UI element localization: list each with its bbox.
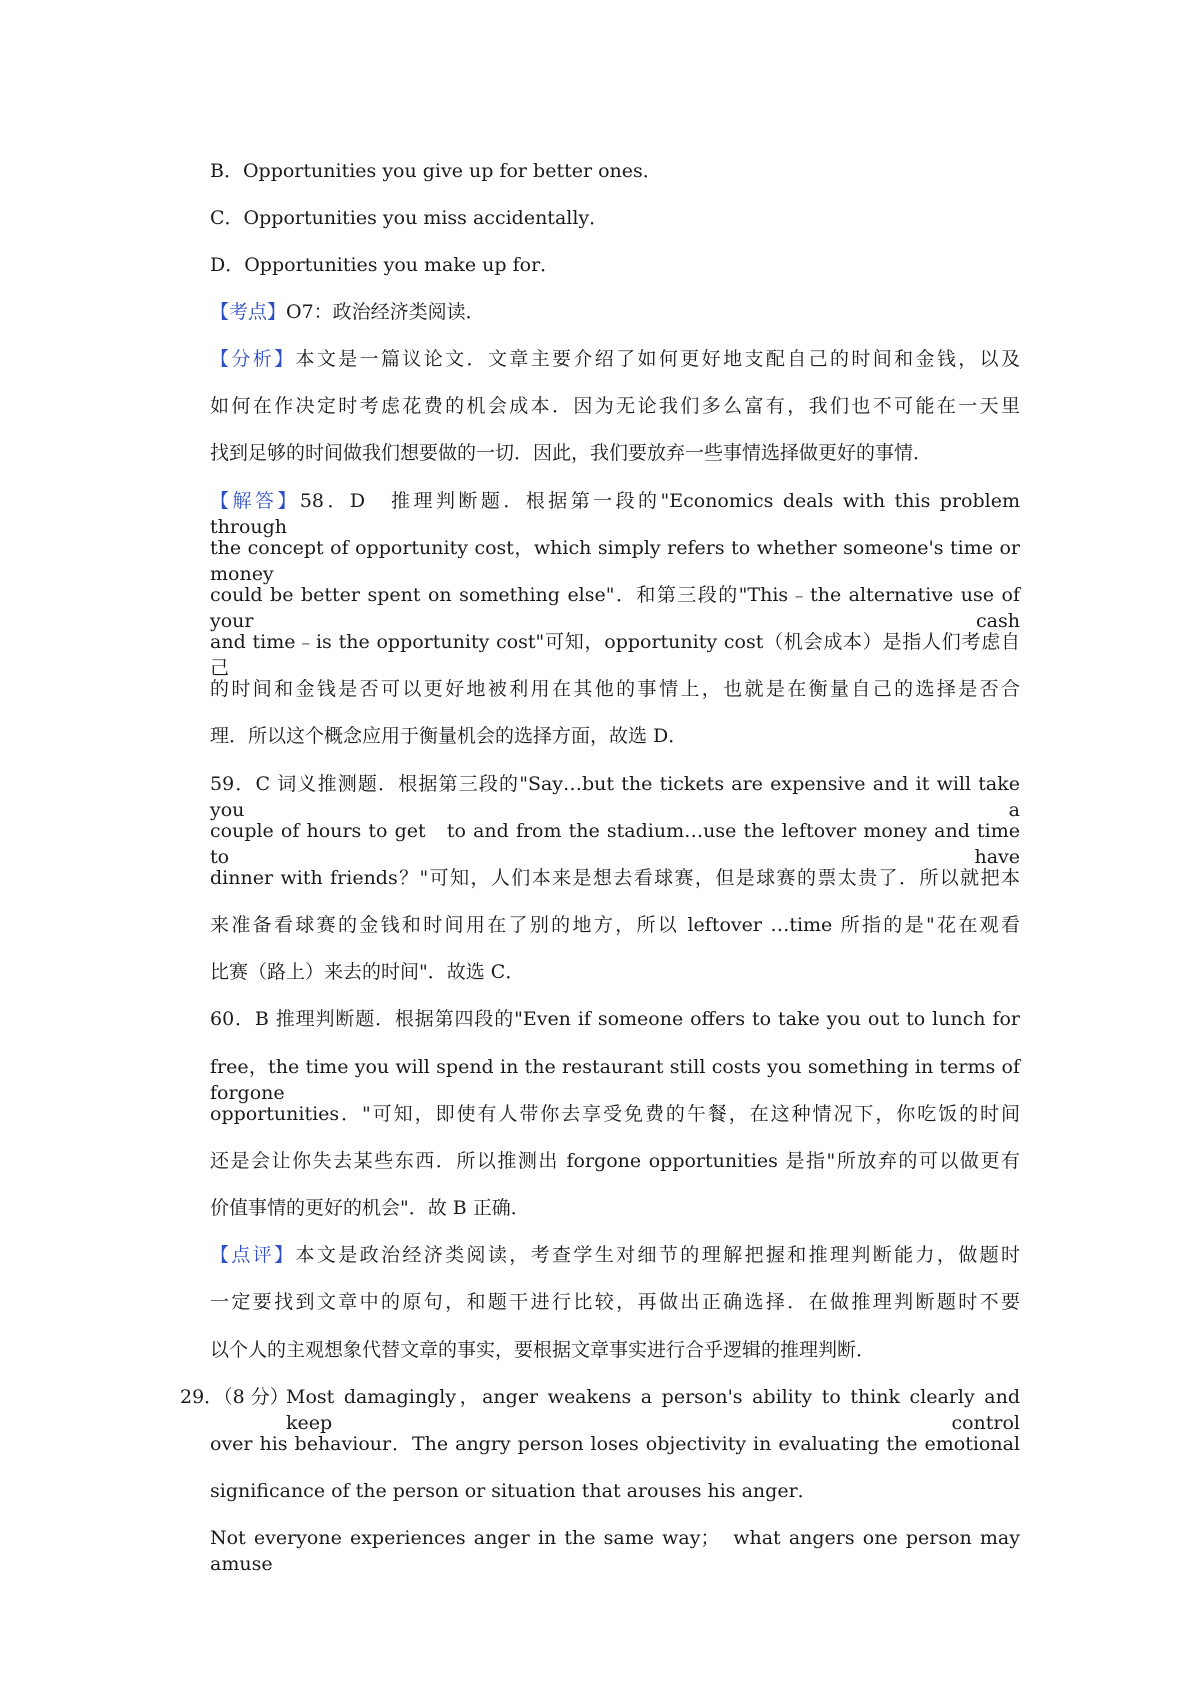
q29-line-2: over his behaviour．The angry person loses objectivity in evaluating the emotional bbox=[210, 1433, 1020, 1455]
kaodian-text: O7：政治经济类阅读． bbox=[286, 301, 485, 323]
jieda-line-1 bbox=[210, 488, 1020, 538]
jieda-line-15: 还是会让你失去某些东西．所以推测出 forgone opportunities 是指"所放弃的可以做更有 bbox=[210, 1150, 1020, 1172]
dianping-text: 本文是政治经济类阅读，考查学生对细节的理解把握和推理判断能力，做题时 bbox=[295, 1244, 1020, 1266]
jieda-text: 58．D 推理判断题．根据第一段的"Economics deals with this problem through bbox=[210, 490, 1020, 538]
option-d: D．Opportunities you make up for． bbox=[210, 254, 560, 276]
jieda-line-3: could be better spent on something else"．和第三段的"This﹣the alternative use of your cash bbox=[210, 584, 1020, 632]
q29-line-1: Most damagingly，anger weakens a person's ability to think clearly and keep control bbox=[286, 1386, 1020, 1434]
jieda-line-7: 59．C 词义推测题．根据第三段的"Say…but the tickets are expensive and it will take you a bbox=[210, 773, 1020, 821]
dianping-line-3: 以个人的主观想象代替文章的事实，要根据文章事实进行合乎逻辑的推理判断． bbox=[210, 1339, 876, 1361]
option-b: B．Opportunities you give up for better ones． bbox=[210, 160, 662, 182]
option-c: C．Opportunities you miss accidentally． bbox=[210, 207, 609, 229]
dianping-line-2: 一定要找到文章中的原句，和题干进行比较，再做出正确选择．在做推理判断题时不要 bbox=[210, 1291, 1020, 1313]
fenxi-line-1 bbox=[210, 346, 1020, 372]
dianping-line-1 bbox=[210, 1242, 1020, 1268]
jieda-line-5: 的时间和金钱是否可以更好地被利用在其他的事情上，也就是在衡量自己的选择是否合 bbox=[210, 678, 1020, 700]
jieda-line-14: opportunities．"可知，即使有人带你去享受免费的午餐，在这种情况下，你吃饭的时间 bbox=[210, 1103, 1020, 1125]
kaodian-line bbox=[210, 299, 1020, 325]
jieda-line-10: 来准备看球赛的金钱和时间用在了别的地方，所以 leftover …time 所指的是"花在观看 bbox=[210, 914, 1020, 936]
jieda-line-13: free，the time you will spend in the restaurant still costs you something in terms of forgone bbox=[210, 1056, 1020, 1104]
jieda-line-8: couple of hours to get to and from the stadium…use the leftover money and time to have bbox=[210, 820, 1020, 868]
fenxi-text: 本文是一篇议论文．文章主要介绍了如何更好地支配自己的时间和金钱，以及 bbox=[295, 348, 1020, 370]
jieda-line-12: 60．B 推理判断题．根据第四段的"Even if someone offers to take you out to lunch for bbox=[210, 1008, 1020, 1030]
jieda-line-4: and time﹣is the opportunity cost"可知，opportunity cost（机会成本）是指人们考虑自己 bbox=[210, 631, 1020, 679]
kaodian-tag: 【考点】 bbox=[210, 301, 287, 323]
q29-line-3: significance of the person or situation that arouses his anger． bbox=[210, 1480, 817, 1502]
jieda-tag: 【解答】 bbox=[210, 490, 300, 512]
fenxi-tag: 【分析】 bbox=[210, 348, 296, 370]
jieda-line-11: 比赛（路上）来去的时间"．故选 C． bbox=[210, 961, 525, 983]
jieda-line-16: 价值事情的更好的机会"．故 B 正确． bbox=[210, 1197, 530, 1219]
jieda-line-6: 理．所以这个概念应用于衡量机会的选择方面，故选 D． bbox=[210, 725, 688, 747]
fenxi-line-2: 如何在作决定时考虑花费的机会成本．因为无论我们多么富有，我们也不可能在一天里 bbox=[210, 395, 1020, 417]
jieda-line-9: dinner with friends？"可知，人们本来是想去看球赛，但是球赛的票太贵了．所以就把本 bbox=[210, 867, 1020, 889]
fenxi-line-3: 找到足够的时间做我们想要做的一切．因此，我们要放弃一些事情选择做更好的事情． bbox=[210, 442, 933, 464]
jieda-line-2: the concept of opportunity cost，which simply refers to whether someone's time or money bbox=[210, 537, 1020, 585]
dianping-tag: 【点评】 bbox=[210, 1244, 296, 1266]
q29-line-4: Not everyone experiences anger in the same way； what angers one person may amuse bbox=[210, 1527, 1020, 1575]
question-29-number: 29．（8 分） bbox=[180, 1386, 289, 1408]
